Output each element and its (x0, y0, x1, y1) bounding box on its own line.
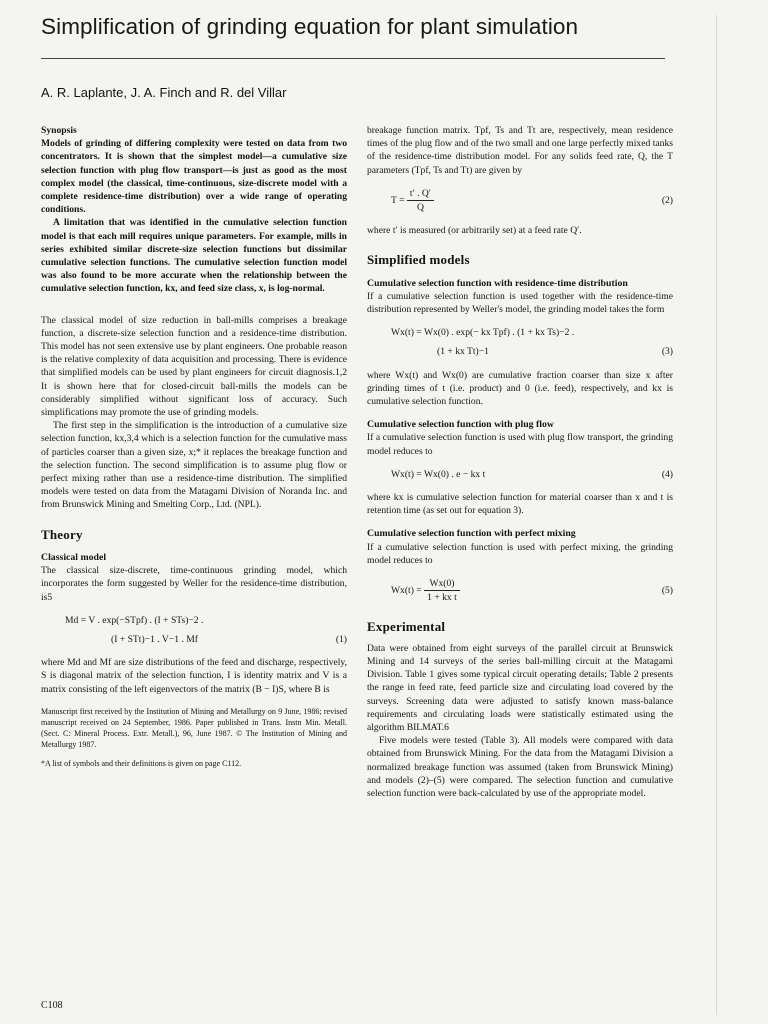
plug-flow-subheading: Cumulative selection function with plug flow (367, 419, 554, 431)
right-paragraph-1: breakage function matrix. Tpf, Ts and Tt are, respectively, mean residence times of the plug flow and of the two small and one large perfectly mixed tanks of the residence-time distribution model. For any solids feed rate, Q, the T parameters (Tpf, Ts and Tt) are given by (367, 125, 673, 176)
after-equation-1-text: where Md and Mf are size distributions of the feed and discharge, respectively, S is diagonal matrix of the selection function, I is identity matrix and V is a matrix consisting of the left eigenvectors of the matrix (B − I)S, where B is (41, 657, 347, 695)
symbols-footnote: *A list of symbols and their definitions is given on page C112. (41, 758, 242, 768)
right-paragraph-2: where t′ is measured (or arbitrarily set) at a feed rate Q′. (367, 225, 582, 237)
equation-5-lhs: Wx(t) = (391, 584, 422, 596)
experimental-paragraph-2: Five models were tested (Table 3). All models were compared with data obtained from Brunswick Mining. For the data from the Matagami Division a normalized breakage function was assumed (taken from Brunswick Mining) and models (2)–(5) were compared. The selection function and cumulative selection function were back-calculated by use of the appropriate model. (367, 735, 673, 799)
equation-4-number: (4) (661, 468, 673, 480)
equation-1-line-1: Md = V . exp(−STpf) . (I + STs)−2 . (65, 614, 204, 626)
intro-paragraph-2: The first step in the simplification is the introduction of a cumulative size selection function, kx,3,4 which is a selection function for the cumulative mass of particles coarser than a given size, x;* it replaces the breakage function and the selection function. The second simplification is to assume plug flow or perfect mixing rather than use a residence-time distribution. The simplified models were tested on data from the Matagami Division of Noranda Inc. and from Brunswick Mining and Smelting Corp., Ltd. (NPL). (41, 420, 347, 511)
rtd-paragraph: If a cumulative selection function is used together with the residence-time distribution represented by Weller's model, the grinding model takes the form (367, 290, 673, 316)
page-number: C108 (41, 1000, 63, 1011)
theory-heading: Theory (41, 526, 83, 542)
equation-5 (367, 577, 673, 604)
classical-model-heading: Classical model (41, 551, 107, 563)
equation-1-line-2: (I + STt)−1 . V−1 . Mf (1) (111, 633, 347, 645)
scan-margin-line (716, 15, 717, 1015)
experimental-heading: Experimental (367, 619, 446, 635)
equation-3-line-2: (1 + kx Tt)−1 (3) (437, 346, 673, 358)
simplified-models-heading: Simplified models (367, 252, 470, 268)
title-rule (41, 58, 665, 59)
equation-3-line-1: Wx(t) = Wx(0) . exp(− kx Tpf) . (1 + kx Ts)−2 . (391, 327, 575, 339)
equation-2-number: (2) (661, 194, 673, 206)
manuscript-footnote: Manuscript first received by the Institution of Mining and Metallurgy on 9 June, 1986; revised manuscript received on 24 September, 1986. Paper published in Trans. Instn Min. Metall. (Sect. C: Mineral Process. Extr. Metall.), 96, June 1987. © The Institution of Mining and Metallurgy 1987. (41, 706, 347, 749)
plug-flow-paragraph: If a cumulative selection function is used with plug flow transport, the grinding model reduces to (367, 432, 673, 457)
intro-paragraph-1: The classical model of size reduction in ball-mills comprises a breakage function, a discrete-size selection function and a residence-time distribution. This model has not seen extensive use by plant engineers. One probable reason is the relative complexity of data acquisition and processing. There is evidence that simplified models can be used by plant engineers for circuit diagnosis.1,2 It is shown here that for closed-circuit ball-mills the models can be considerably simplified without significant loss of accuracy. Such simplifications may promote the use of grinding models. (41, 314, 347, 419)
equation-2-lhs: T = (391, 194, 405, 206)
equation-2-fraction: $\frac{t' . Q'}{Q}$ (407, 187, 434, 214)
left-column (41, 124, 347, 769)
synopsis-paragraph-1: Models of grinding of differing complexity were tested on data from two concentrators. It is shown that the simplest model—a cumulative size selection function with plug flow transport—is just as good as the most complex model (the classical, time-continuous, size-discrete model with a complete residence-time distribution) over a wide range of operating conditions. (41, 138, 347, 216)
after-equation-4-text: where kx is cumulative selection function for material coarser than x and t is retention time (as set out for equation 3). (367, 492, 673, 517)
right-column (367, 124, 673, 800)
authors: A. R. Laplante, J. A. Finch and R. del Villar (41, 85, 287, 100)
experimental-paragraph-1: Data were obtained from eight surveys of the parallel circuit at Brunswick Mining and 14 surveys of the series ball-milling circuit at the Matagami Division. Table 1 gives some typical circuit operating details; Table 2 presents the range in feed rate, feed particle size and circulating load covered by the surveys. Screening data were adjusted to satisfy known mass-balance requirements and circulating loads were statistically estimated using the algorithm BILMAT.6 (367, 642, 673, 733)
equation-4: Wx(t) = Wx(0) . e − kx t (4) (391, 468, 673, 480)
equation-2 (367, 187, 673, 214)
paper-title: Simplification of grinding equation for plant simulation (41, 14, 579, 39)
equation-1-number: (1) (335, 633, 347, 645)
synopsis-heading: Synopsis (41, 125, 77, 136)
equation-3-number: (3) (661, 346, 673, 358)
perfect-mixing-paragraph: If a cumulative selection function is used with perfect mixing, the grinding model reduces to (367, 541, 673, 566)
classical-model-text: The classical size-discrete, time-continuous grinding model, which incorporates the form suggested by Weller for the residence-time distribution, is5 (41, 565, 347, 603)
equation-5-fraction: $\frac{Wx(0)}{\text{1 + kx t}}$ (424, 577, 460, 604)
rtd-subheading: Cumulative selection function with residence-time distribution (367, 277, 628, 289)
equation-5-number: (5) (661, 585, 673, 597)
after-equation-3-text: where Wx(t) and Wx(0) are cumulative fraction coarser than size x after grinding times of t (i.e. product) and 0 (i.e. feed), respectively, and kx is cumulative selection function. (367, 369, 673, 408)
synopsis-paragraph-2: A limitation that was identified in the cumulative selection function model is that each mill requires unique parameters. For example, mills in series exhibited similar discrete-size selection functions but dissimilar cumulative selection functions. The cumulative selection function model was also found to be more accurate when the relationship between the cumulative selection function, kx, and feed size class, x, is log-normal. (41, 217, 347, 295)
perfect-mixing-subheading: Cumulative selection function with perfect mixing (367, 528, 576, 540)
